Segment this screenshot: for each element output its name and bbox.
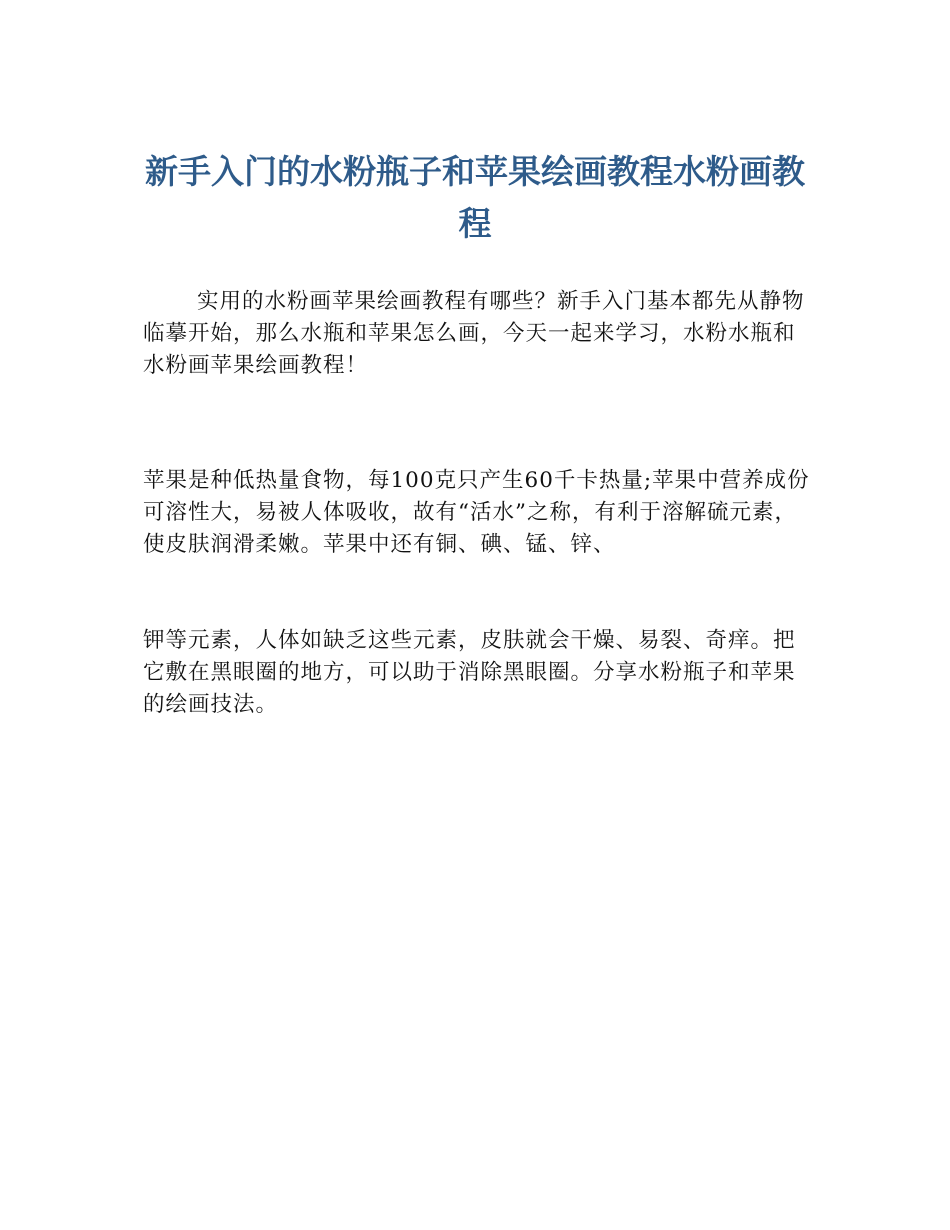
intro-paragraph: 实用的水粉画苹果绘画教程有哪些？新手入门基本都先从静物临摹开始，那么水瓶和苹果怎么画，今天一起来学习，水粉水瓶和水粉画苹果绘画教程！ (143, 289, 805, 378)
apple-nutrition-paragraph: 苹果是种低热量食物，每100克只产生60千卡热量;苹果中营养成份可溶性大，易被人体吸收，故有“活水”之称，有利于溶解硫元素，使皮肤润滑柔嫩。苹果中还有铜、碘、锰、锌、 (143, 468, 810, 557)
skin-benefits-paragraph: 钾等元素，人体如缺乏这些元素，皮肤就会干燥、易裂、奇痒。把它敷在黑眼圈的地方，可以助于消除黑眼圈。分享水粉瓶子和苹果的绘画技法。 (143, 628, 796, 717)
document-title: 新手入门的水粉瓶子和苹果绘画教程水粉画教程 (145, 152, 805, 243)
